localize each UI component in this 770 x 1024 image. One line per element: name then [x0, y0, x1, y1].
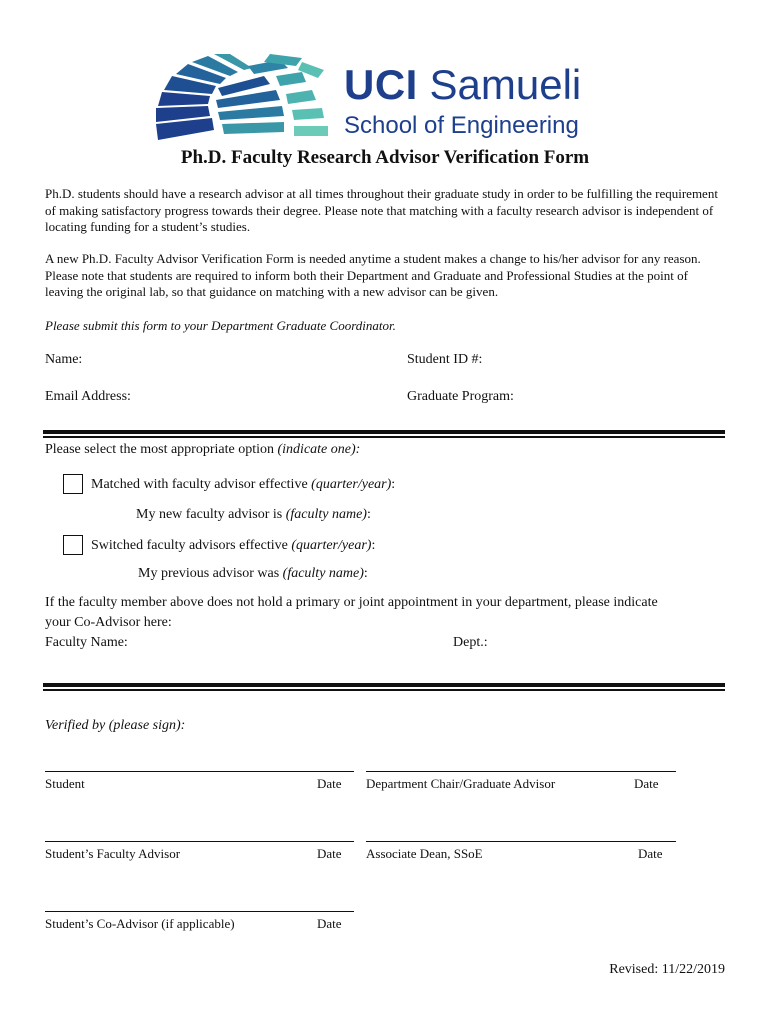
form-title: Ph.D. Faculty Research Advisor Verification Form	[180, 147, 590, 168]
chair-signature-label: Department Chair/Graduate Advisor	[366, 776, 556, 791]
option-prompt-text: Please select the most appropriate option	[45, 442, 278, 457]
matched-checkbox[interactable]	[63, 474, 83, 494]
switched-option-label	[91, 538, 375, 554]
co-advisor-signature-label: Student’s Co-Advisor (if applicable)	[45, 916, 235, 931]
option-prompt-italic: (indicate one):	[277, 442, 361, 457]
option-prompt	[45, 442, 360, 458]
uci-samueli-logo	[152, 50, 622, 145]
matched-option-text: Matched with faculty advisor effective	[91, 477, 312, 492]
assoc-dean-signature-label: Associate Dean, SSoE	[366, 846, 483, 861]
student-signature-label: Student	[45, 776, 85, 791]
section-divider	[43, 430, 725, 434]
student-id-field-label: Student ID #:	[407, 352, 483, 367]
email-field-label: Email Address:	[45, 389, 131, 404]
section-divider-thin	[43, 436, 725, 438]
program-field-label: Graduate Program:	[407, 389, 514, 404]
switched-option-italic: (quarter/year)	[291, 538, 372, 553]
new-advisor-text: My new faculty advisor is	[136, 507, 286, 522]
name-field-label: Name:	[45, 352, 83, 367]
matched-option-label	[91, 477, 395, 493]
matched-option-italic: (quarter/year)	[311, 477, 392, 492]
logo-title	[344, 61, 582, 108]
verified-by-label: Verified by (please sign):	[45, 718, 186, 733]
previous-advisor-italic: (faculty name)	[282, 566, 364, 581]
previous-advisor-label	[138, 566, 368, 582]
logo-uci: UCI	[344, 61, 418, 108]
revised-date: Revised: 11/22/2019	[609, 962, 725, 977]
faculty-advisor-date-label: Date	[317, 846, 342, 861]
submit-note: Please submit this form to your Department Graduate Coordinator.	[45, 318, 396, 333]
logo-school: School of Engineering	[344, 112, 579, 139]
chair-date-label: Date	[634, 776, 659, 791]
co-advisor-signature-line[interactable]	[45, 911, 354, 912]
student-date-label: Date	[317, 776, 342, 791]
coadvisor-instruction-2: your Co-Advisor here:	[45, 615, 172, 630]
section-divider-2-thin	[43, 689, 725, 691]
switched-option-colon: :	[371, 538, 376, 553]
switched-checkbox[interactable]	[63, 535, 83, 555]
assoc-dean-date-label: Date	[638, 846, 663, 861]
co-advisor-date-label: Date	[317, 916, 342, 931]
student-signature-line[interactable]	[45, 771, 354, 772]
new-advisor-colon: :	[366, 507, 371, 522]
assoc-dean-signature-line[interactable]	[366, 841, 676, 842]
matched-option-colon: :	[391, 477, 396, 492]
faculty-advisor-signature-line[interactable]	[45, 841, 354, 842]
chair-signature-line[interactable]	[366, 771, 676, 772]
previous-advisor-colon: :	[363, 566, 368, 581]
new-advisor-italic: (faculty name)	[285, 507, 367, 522]
faculty-advisor-signature-label: Student’s Faculty Advisor	[45, 846, 181, 861]
logo-samueli: Samueli	[429, 61, 582, 108]
previous-advisor-text: My previous advisor was	[138, 566, 283, 581]
logo-fan-icon	[152, 54, 337, 140]
change-paragraph: A new Ph.D. Faculty Advisor Verification Form is needed anytime a student makes a change to his/her advisor for any reason. Please note that students are required to inform both their Department and Graduate and Professional Studies at the point of leaving the original lab, so that guidance on matching with a new advisor can be given.	[45, 251, 701, 299]
section-divider-2	[43, 683, 725, 687]
coadvisor-instruction-1: If the faculty member above does not hold a primary or joint appointment in your department, please indicate	[45, 595, 658, 610]
switched-option-text: Switched faculty advisors effective	[91, 538, 292, 553]
faculty-name-label: Faculty Name:	[45, 635, 128, 650]
dept-label: Dept.:	[453, 635, 488, 650]
intro-paragraph: Ph.D. students should have a research advisor at all times throughout their graduate study in order to be fulfilling the requirement of making satisfactory progress towards their degree. Please note that matching with a faculty research advisor is independent of locating funding for a student’s studies.	[45, 186, 718, 234]
new-advisor-label	[136, 507, 371, 523]
